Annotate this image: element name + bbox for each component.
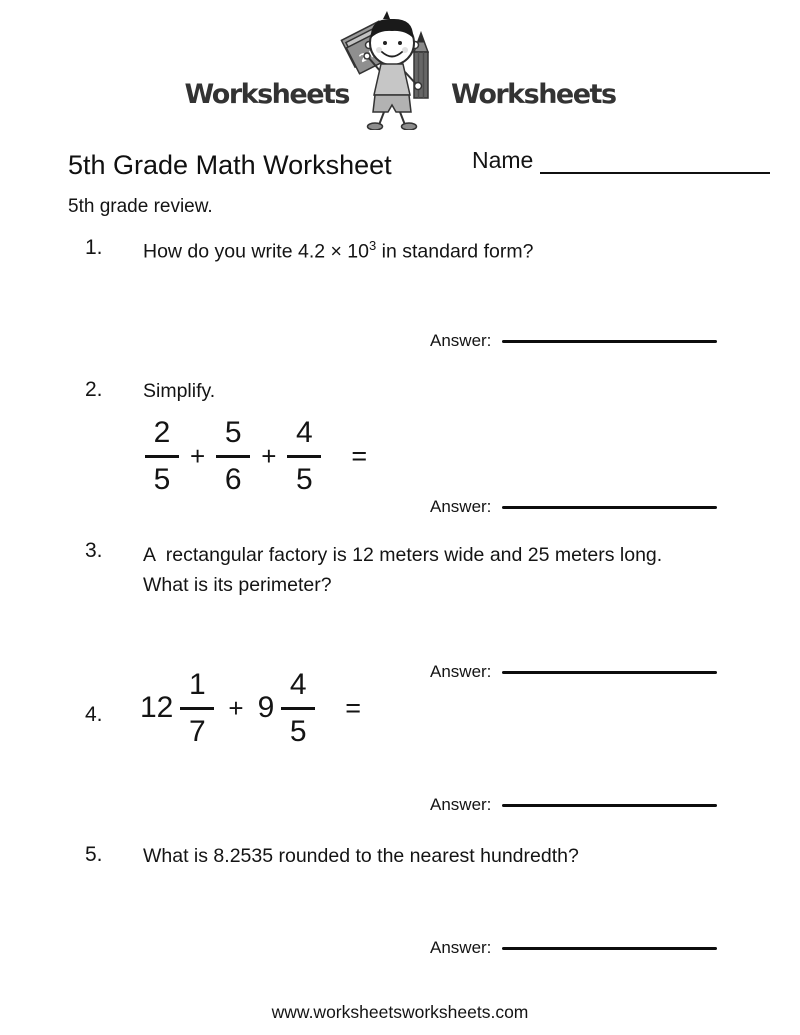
question-2-text: Simplify. (143, 380, 216, 402)
answer-row-5 (430, 938, 717, 958)
name-blank-line[interactable] (540, 144, 770, 174)
equals-sign: = (345, 692, 362, 723)
answer-row-3 (430, 662, 717, 682)
logo-text-right: Worksheets (451, 79, 616, 110)
answer-label-3: Answer: (430, 662, 492, 681)
fraction-bar (180, 707, 214, 710)
fraction-2-5 (145, 418, 179, 495)
q3-line-2: What is its perimeter? (143, 574, 332, 596)
numerator: 1 (189, 668, 206, 701)
denominator: 7 (189, 714, 206, 748)
mixed-number-12-1-7 (140, 670, 214, 747)
fraction-bar (216, 455, 250, 458)
denominator: 6 (224, 462, 242, 496)
fraction-bar (145, 455, 179, 458)
plus-operator: + (261, 440, 277, 471)
answer-label-2: Answer: (430, 497, 492, 516)
question-4-number: 4. (85, 703, 103, 726)
answer-blank-line-1[interactable] (502, 340, 717, 343)
denominator: 5 (289, 714, 307, 748)
mixed-number-9-4-5 (258, 670, 316, 747)
answer-label-1: Answer: (430, 331, 492, 350)
footer-url: www.worksheetsworksheets.com (271, 1002, 529, 1022)
answer-row-2 (430, 497, 717, 517)
answer-row-4 (430, 795, 717, 815)
q1-exponent: 3 (369, 238, 377, 253)
fraction-5-6 (216, 418, 250, 495)
q2-expression (145, 418, 367, 495)
numerator: 4 (296, 416, 313, 449)
numerator: 2 (153, 416, 171, 449)
q3-line-1: A rectangular factory is 12 meters wide and 25 meters long. (143, 544, 663, 566)
whole-number: 9 (257, 691, 275, 725)
answer-blank-line-5[interactable] (502, 947, 717, 950)
question-5-text: What is 8.2535 rounded to the nearest hundredth? (143, 845, 579, 867)
name-field (472, 144, 770, 174)
answer-blank-line-2[interactable] (502, 506, 717, 509)
fraction-1-7 (180, 670, 214, 747)
answer-blank-line-4[interactable] (502, 804, 717, 807)
question-2-number: 2. (85, 378, 103, 401)
page-title: 5th Grade Math Worksheet (68, 150, 392, 180)
q1-text-post: in standard form? (376, 240, 534, 263)
answer-blank-line-3[interactable] (502, 671, 717, 674)
fraction-bar (287, 455, 321, 458)
worksheet-subtitle: 5th grade review. (68, 196, 213, 217)
answer-row-1 (430, 331, 717, 351)
question-1-number: 1. (85, 236, 103, 259)
name-label: Name (472, 147, 534, 173)
answer-label-4: Answer: (430, 795, 492, 814)
plus-operator: + (228, 692, 244, 723)
plus-operator: + (190, 440, 206, 471)
q1-text-pre: How do you write 4.2 × 10 (143, 240, 370, 263)
fraction-bar (281, 707, 315, 710)
numerator: 4 (289, 668, 307, 701)
denominator: 5 (296, 462, 313, 496)
answer-label-5: Answer: (430, 938, 492, 957)
question-3-number: 3. (85, 539, 103, 562)
question-1-text (143, 238, 533, 264)
question-5-number: 5. (85, 843, 103, 866)
fraction-4-5 (287, 418, 321, 495)
equals-sign: = (351, 440, 368, 471)
logo (0, 8, 800, 130)
question-3-text (143, 540, 662, 600)
fraction-4-5 (281, 670, 315, 747)
boy-body (368, 64, 417, 130)
logo-text-left: Worksheets (184, 79, 349, 110)
q4-expression (140, 670, 361, 747)
denominator: 5 (153, 462, 171, 496)
numerator: 5 (224, 416, 242, 449)
whole-number: 12 (140, 691, 174, 725)
logo-mascot-boy (333, 8, 455, 130)
